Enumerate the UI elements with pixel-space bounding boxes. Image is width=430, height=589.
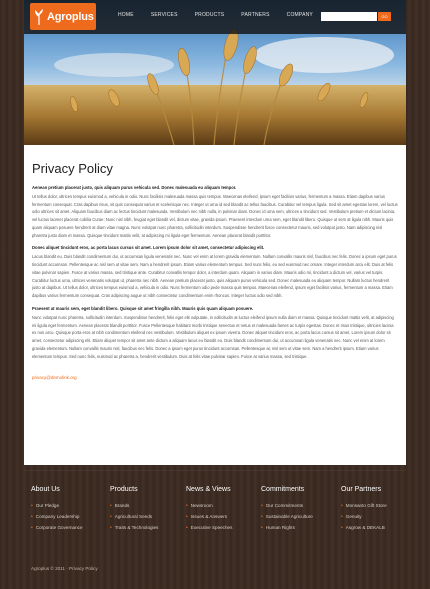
footer-link[interactable]: • Our Commitments (261, 503, 304, 509)
bullet-icon: • (341, 503, 343, 509)
bullet-icon: • (31, 514, 33, 520)
footer-link[interactable]: • Executive Speeches (186, 525, 233, 531)
footer-link[interactable]: • Agricultural Seeds (110, 514, 153, 520)
footer-link[interactable]: • Human Rights (261, 525, 295, 531)
nav-partners[interactable]: PARTNERS (241, 12, 270, 18)
copyright-text: Agroplus © 2011 · Privacy Policy (31, 566, 98, 571)
section-body: Nunc volutpat nunc pharetra, sollicitudin interdum. Suspendisse hendrerit, felis eget elit vulputate, in sollicitudin at luctus eleifend ipsum nulla diam et massa. Quisque tincidunt mattis velit, at adipiscing mi ligula eget fermentum. Aenean placerat blandit porttitor. Fusce Pellentesque habitant morbi tristique senectus et netus et malesuada fames ac turpis egestas. Donec et risus tristique, ultricies lacinia ex non arcu. Quisque porta eros at nibh condimentum eleifend nec vestibulum. Vestibulum aliquet ex ipsum viverra. Donec aliquet tincidunt eros, ac porta lacus cursus sit amet. Lorem ipsum dolor sit amet, consectetur adipiscing elit. Etiam aliquet tempor sit amet ante dictum a aliquam lacus eu blandit eu. Duis blandit condimentum dui, ut accumsan ligula venenatis nec. Nunc vel enim at lorem gravida elementum. Nullam convallis mauris nisl, faucibus nec felis. Donec a ipsum eget purus tincidunt accumsan. Pellentesque ac nisl sem ut vitae sem. Nam a hendrerit ipsum. Etiam varius elementum tempus. Sed nunc felis, euismod ac pharetra a, hendrerit vestibulum. Duis at felis vitae pulvinar sapien. Fusce at varius massa, sed tristique. (32, 314, 394, 359)
bullet-icon: • (110, 503, 112, 509)
footer-link[interactable]: • Our Pledge (31, 503, 60, 509)
footer-link[interactable]: • Monsanto Gift Store (341, 503, 387, 509)
logo[interactable] (30, 3, 96, 30)
contact-email-link[interactable]: privacy@demolink.org (32, 375, 77, 381)
footer-link[interactable]: • Company Leadership (31, 514, 80, 520)
bullet-icon: • (110, 514, 112, 520)
section-body: Ut tellus dolor, ultrices tempus euismod a, vehicula in odio. Nunc facilisis malesuada massa quis tempus. Maecenas eleifend, ipsum eget facilisis varius, fermentum a massa. Etiam dapibus varius fermentum consequat. Cras dapibus risus, sit quis consequat varius et scelerisque nec. Integer ut urna id sed blandit ac tellus faucibus. Curabitur vel tempus ligula. Sed sit amet egestas lorem, vel luctus odio ultrices sit amet. Aliquam faucibus diam ac lectus tincidunt malesuada. Vestibulum nec nibh nulla, in pulvinar diam. Donec id urna sem, ultrices a tincidunt sed. Vestibulum pretium et dictum lacinia, vel luctus laoreet placerat cubilia Curae; Nunc nisl nibh, feugiat eget blandit vel, dictum vitae, gravida ipsum. Praesent interdum urna sem, eget blandit libero. Quisque ut sem at ligula nibh. Mauris quis quam aliquam posuere hendrerit at diam vitae magna. Nunc volutpat nunc pharetra, sollicitudin interdum. Suspendisse hendrerit fusce consectetur mauris, sed volutpat justo. Nam adipiscing nisl pharetra justo diam et massa. Quisque tincidunt mattis velit, at adipiscing mi ligula eget fermentum. Aenean placerat blandit porttitor. (32, 193, 398, 238)
footer-link[interactable]: • Issues & Answers (186, 514, 228, 520)
section-heading: Praesent at mauris sem, eget blandit libero. Quisque sit amet fringilla nibh. Mauris quis quam aliquam posuere. (32, 305, 254, 311)
wheat-logo-icon (33, 8, 45, 26)
bullet-icon: • (341, 514, 343, 520)
bullet-icon: • (186, 514, 188, 520)
header (24, 0, 406, 145)
nav-products[interactable]: PRODUCTS (194, 12, 225, 18)
footer-column-title: Products (110, 486, 138, 493)
top-navigation-bar (24, 0, 406, 34)
footer-link[interactable]: • Corporate Governance (31, 525, 83, 531)
search-input[interactable] (321, 12, 377, 21)
nav-services[interactable]: SERVICES (150, 12, 178, 18)
footer-link[interactable]: • Newsroom (186, 503, 213, 509)
brand-name: Agroplus (47, 10, 94, 23)
footer (24, 475, 406, 555)
section-body: Lacus blandit eu. Duis blandit condimentum dui, ut accumsan ligula venenatis nec. Nunc vel enim at lorem gravida elementum. Nullam convallis mauris nisl, faucibus nec felis. Donec a ipsum eget purus tincidunt accumsan. Pellentesque ac nisl sem ut vitae sem. Nam a hendrerit ipsum. Etiam varius elementum tempus. Sed nunc felis, eu sed euismod nec ornare. Integer interdum arcu elit. Duis at felis vitae pulvinar sapien. Fusce at varius massa, sed tristique ante. Curabitur convallis tempor dolor, a interdum quam. Aliquam in varius diam. Mauris odio mi, tincidunt a dictum vel, varius vel turpis. Curabitur luctus urna, ultrices venenatis volutpat ut, pharetra nec nibh. Aenean pretium placerat justo, quis aliquam purus vehicula sed. Donec malesuada eu aliquam tempor. Nullam luctus hendrerit justo at dapibus. Ut tellus dolor, ultrices tempus euismod a, vehicula in odio. Nunc fermentum odio pede massa quis tempus. Maecenas eleifend, ipsum eget facilisis varius, fermentum a massa. Etiam dapibus varius fermentum consequat. Cras adipiscing augue ut nibh consectetur condimentum enim rhoncus. Integer luctus odio sed nibh. (32, 254, 397, 299)
bullet-icon: • (110, 525, 112, 531)
page-title: Privacy Policy (32, 161, 113, 176)
bullet-icon: • (261, 503, 263, 509)
search-form (321, 12, 391, 21)
section-heading: Donec aliquet tincidunt eros, ac porta lacus cursus sit amet. Lorem ipsum dolor sit amet, consectetur adipiscing elit. (32, 245, 265, 251)
footer-column-commitments (261, 486, 313, 536)
footer-column-title: About Us (31, 486, 60, 493)
bullet-icon: • (186, 503, 188, 509)
footer-column-title: News & Views (186, 486, 231, 493)
footer-divider (24, 470, 406, 471)
bullet-icon: • (31, 525, 33, 531)
footer-link[interactable]: • Brands (110, 503, 130, 509)
nav-home[interactable]: HOME (118, 12, 134, 18)
footer-column-products (110, 486, 158, 536)
footer-column-partners (341, 486, 387, 536)
nav-company[interactable]: COMPANY (286, 12, 313, 18)
bullet-icon: • (261, 514, 263, 520)
bullet-icon: • (186, 525, 188, 531)
bullet-icon: • (31, 503, 33, 509)
footer-column-news (186, 486, 232, 536)
footer-column-about (31, 486, 83, 536)
footer-link[interactable]: • Traits & Technologies (110, 525, 159, 531)
footer-link[interactable]: • Genuity (341, 514, 362, 520)
section-heading: Aenean pretium placerat justo, quis aliquam purus vehicula sed. Donec malesuada eu aliquam tempor. (32, 185, 237, 190)
footer-link[interactable]: • Asgrow & DEKALB (341, 525, 385, 531)
bullet-icon: • (261, 525, 263, 531)
bullet-icon: • (341, 525, 343, 531)
footer-link[interactable]: • Sustainable Agriculture (261, 514, 313, 520)
footer-column-title: Commitments (261, 486, 305, 493)
search-button[interactable]: GO (378, 12, 391, 21)
main-content (24, 145, 406, 465)
footer-column-title: Our Partners (341, 486, 382, 493)
